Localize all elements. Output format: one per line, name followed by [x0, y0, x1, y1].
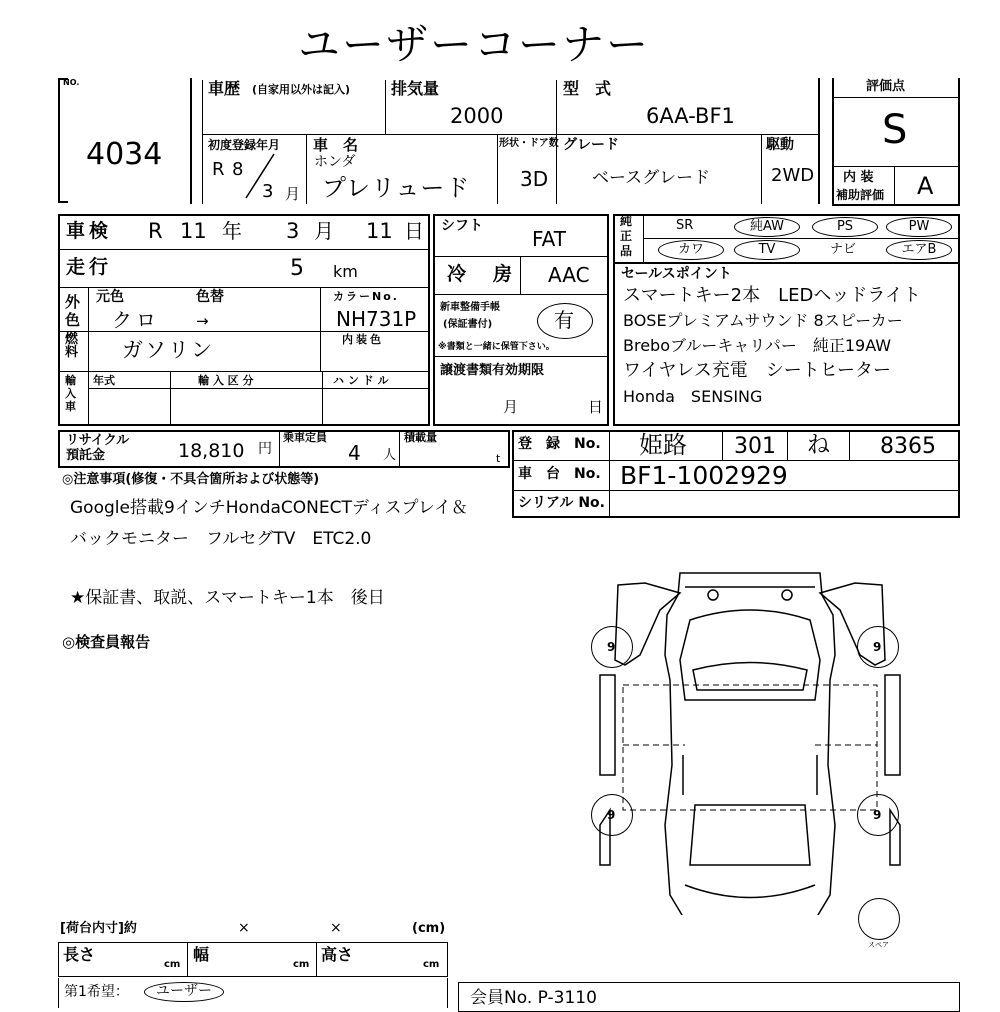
inspection-month: 3: [286, 219, 300, 243]
transfer-day: 日: [588, 398, 604, 416]
first-reg-month-unit: 月: [285, 185, 301, 203]
top-div-4: [306, 134, 307, 204]
inspection-label: 車検: [66, 220, 113, 242]
sales-line-1: スマートキー2本 LEDヘッドライト: [623, 285, 921, 306]
recycle-label1: リサイクル: [66, 433, 130, 448]
transfer-month: 月: [503, 398, 519, 416]
color-arrow: →: [196, 312, 209, 330]
fuel-label: 燃料: [65, 332, 79, 360]
doors-value: 3D: [520, 167, 549, 191]
car-maker: ホンダ: [314, 154, 356, 170]
reg-kana: ね: [807, 432, 830, 458]
equip-navi: ナビ: [830, 242, 857, 257]
notes-line-1: Google搭載9インチHondaCONECTディスプレイ＆: [70, 498, 469, 518]
equip-tv: TV: [734, 240, 800, 260]
drive-value: 2WD: [771, 165, 815, 186]
score-value: S: [882, 107, 908, 153]
cargo-length-cm: cm: [164, 959, 181, 970]
orig-color-label: 元色: [96, 289, 124, 305]
tire-front-right-value: 9: [873, 640, 882, 654]
fuel-value: ガソリン: [122, 338, 214, 362]
cargo-width-label: 幅: [193, 945, 210, 964]
color-code-v: [320, 287, 321, 371]
inspector-report-label: ◎検査員報告: [62, 633, 151, 651]
cargo-unit: (cm): [412, 921, 446, 936]
inspection-month-unit: 月: [314, 219, 334, 243]
ac-value: AAC: [548, 263, 590, 287]
cargo-v2: [316, 942, 317, 977]
reg-v1: [722, 430, 723, 460]
drive-label: 駆動: [766, 137, 794, 153]
cargo-length-label: 長さ: [63, 945, 96, 964]
preference-value: ユーザー: [144, 982, 224, 1002]
equipment-v: [643, 214, 644, 264]
interior-vline: [894, 166, 895, 206]
mileage-unit: km: [333, 262, 358, 281]
reg-label: 登 録 No.: [518, 436, 601, 452]
cargo-x1: ×: [238, 920, 250, 936]
score-label: 評価点: [866, 79, 906, 94]
import-handle-label: ハ ン ド ル: [333, 374, 389, 387]
import-v1: [170, 371, 171, 426]
interior-color-label: 内装色: [342, 333, 384, 346]
sales-label: セールスポイント: [621, 266, 732, 282]
sales-line-3: Breboブルーキャリパー 純正19AW: [623, 336, 892, 355]
top-block-right-line: [818, 78, 820, 204]
interior-label1: 内 装: [843, 170, 874, 185]
shift-label: シフト: [441, 218, 483, 234]
exterior-label: 外色: [65, 293, 81, 329]
shift-value: FAT: [532, 227, 567, 251]
reg-v3: [849, 430, 850, 460]
model-code-label: 型 式: [563, 79, 612, 98]
tire-front-left-value: 9: [607, 640, 616, 654]
inspection-era: R: [148, 219, 163, 243]
tire-rear-right-value: 9: [873, 808, 882, 822]
displacement-value: 2000: [450, 104, 504, 128]
recycle-unit: 円: [258, 441, 272, 457]
load-unit: t: [496, 452, 501, 465]
recycle-v1: [279, 430, 280, 468]
date-slash: [240, 150, 280, 202]
car-name-label: 車 名: [313, 136, 359, 154]
cargo-width-cm: cm: [293, 959, 310, 970]
preference-label: 第1希望：: [64, 984, 129, 1000]
car-diagram: [585, 565, 915, 915]
first-reg-year: 8: [232, 159, 244, 180]
equip-airbag: エアB: [886, 240, 952, 260]
cargo-x2: ×: [330, 920, 342, 936]
cargo-v1: [187, 942, 188, 977]
notes-star-line: ★保証書、取説、スマートキー1本 後日: [70, 588, 385, 608]
reg-row2: [512, 490, 960, 491]
mileage-value: 5: [290, 256, 304, 281]
top-div-2: [385, 80, 386, 134]
first-reg-month: 3: [262, 181, 274, 202]
spare-tire: [858, 898, 900, 940]
reg-area: 姫路: [639, 431, 687, 459]
grade-label: グレード: [563, 137, 619, 153]
equipment-label: 純正品: [620, 214, 633, 258]
mid-row1: [433, 256, 609, 257]
equip-leather: カワ: [658, 240, 724, 260]
color-code-value: NH731P: [336, 307, 417, 331]
import-hline: [88, 388, 430, 389]
top-row-divider: [202, 134, 818, 135]
equip-pw: PW: [886, 217, 952, 237]
import-class-label: 輸 入 区 分: [198, 374, 254, 387]
history-label: 車歴: [208, 79, 241, 98]
mileage-label: 走行: [66, 256, 113, 278]
equip-sr: SR: [676, 218, 694, 233]
sales-line-4: ワイヤレス充電 シートヒーター: [623, 360, 892, 381]
left-row2: [58, 287, 430, 288]
inspection-day: 11: [366, 219, 393, 243]
top-div-5: [497, 134, 498, 204]
cargo-frame: [58, 942, 448, 977]
car-name: プレリュード: [322, 174, 471, 202]
left-row4: [58, 371, 430, 372]
lot-number: 4034: [86, 137, 163, 172]
color-code-label: カラーNo.: [333, 290, 399, 303]
top-div-1: [202, 80, 203, 204]
page-title: ユーザーコーナー: [298, 20, 651, 69]
import-v2: [322, 371, 323, 426]
equipment-h: [643, 238, 960, 239]
equip-aw: 純AW: [734, 217, 800, 237]
member-no: 会員No. P-3110: [470, 988, 597, 1008]
inspection-day-unit: 日: [404, 219, 424, 243]
lot-bracket: [58, 78, 68, 203]
history-note: (自家用以外は記入): [252, 83, 351, 96]
import-year-label: 年式: [93, 374, 115, 387]
tire-rear-left-value: 9: [607, 808, 616, 822]
capacity-label: 乗車定員: [283, 431, 327, 444]
ac-label: 冷 房: [447, 263, 517, 285]
capacity-value: 4: [348, 441, 361, 465]
load-label: 積載量: [404, 431, 437, 444]
inspection-year-unit: 年: [222, 219, 242, 243]
top-block-left-line: [190, 78, 192, 204]
grade-value: ベースグレード: [592, 168, 711, 188]
import-label: 輸入車: [65, 374, 76, 413]
reg-number: 8365: [880, 434, 936, 459]
maint-label1: 新車整備手帳: [440, 302, 500, 313]
displacement-label: 排気量: [391, 79, 440, 98]
chassis-label: 車 台 No.: [518, 466, 601, 482]
top-div-6: [761, 134, 762, 204]
sales-line-5: Honda SENSING: [623, 387, 763, 406]
notes-label: ◎注意事項(修復・不具合箇所および状態等): [62, 472, 320, 487]
score-header-line: [832, 97, 960, 98]
cargo-height-label: 高さ: [321, 945, 354, 964]
first-reg-label: 初度登録年月: [208, 138, 281, 152]
recycle-label2: 預託金: [66, 448, 106, 463]
notes-line-2: バックモニター フルセグTV ETC2.0: [70, 529, 372, 549]
left-row1: [58, 249, 430, 250]
model-code-value: 6AA-BF1: [646, 104, 735, 128]
ac-v: [520, 256, 521, 294]
sales-line-2: BOSEプレミアムサウンド 8スピーカー: [623, 311, 903, 330]
serial-label: シリアル No.: [518, 495, 605, 511]
orig-color-value: クロ: [112, 308, 160, 332]
equip-ps: PS: [812, 217, 878, 237]
maint-value: 有: [554, 308, 574, 332]
interior-value: A: [917, 172, 934, 200]
interior-divider: [832, 166, 960, 167]
reg-v2: [787, 430, 788, 460]
recycle-v2: [399, 430, 400, 468]
left-side-v: [88, 287, 89, 426]
interior-label2: 補助評価: [836, 188, 885, 202]
cargo-label: [荷台内寸]約: [60, 921, 137, 936]
chassis-value: BF1-1002929: [620, 461, 788, 490]
mid-row2: [433, 294, 609, 295]
doors-label: 形状・ドア数: [499, 138, 559, 149]
inspection-year: 11: [180, 219, 207, 243]
color-change-label: 色替: [196, 289, 224, 305]
reg-label-v: [609, 430, 610, 518]
mid-row3: [433, 356, 609, 357]
lot-label: NO.: [63, 78, 80, 87]
reg-class: 301: [734, 434, 776, 459]
capacity-unit: 人: [383, 448, 397, 463]
recycle-value: 18,810: [178, 440, 245, 462]
maint-note: ※書類と一緒に保管下さい。: [438, 342, 555, 352]
first-reg-era: R: [212, 159, 225, 180]
cargo-height-cm: cm: [423, 959, 440, 970]
transfer-label: 譲渡書類有効期限: [440, 363, 545, 378]
spare-label: スペア: [868, 941, 889, 949]
maint-label2: (保証書付): [443, 319, 493, 330]
